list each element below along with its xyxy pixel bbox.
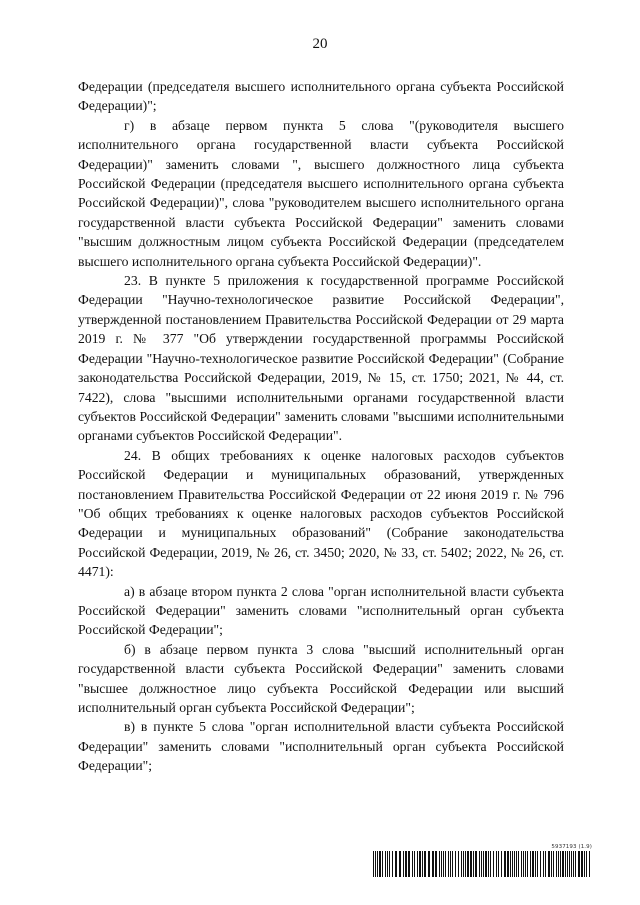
paragraph-item-b: б) в абзаце первом пункта 3 слова "высший исполнительный орган государственной власти субъекта Российской Федерации" заменить словами "высшее должностное лицо субъекта Российской Федерации или высший исполнительный орган субъекта Российской Федерации"; bbox=[78, 641, 564, 715]
paragraph-24: 24. В общих требованиях к оценке налоговых расходов субъектов Российской Федерации и муниципальных образований, утвержденных постановлением Правительства Российской Федерации от 22 июня 2019 г. № 796 "Об общих требованиях к оценке налоговых расходов субъектов Российской Федерации и муниципальных образований" (Собрание законодательства Российской Федерации, 2019, № 26, ст. 3450; 2020, № 33, ст. 5402; 2022, № 26, ст. 4471): bbox=[78, 447, 564, 580]
paragraph-item-v: в) в пункте 5 слова "орган исполнительной власти субъекта Российской Федерации" заменить словами "исполнительный орган субъекта Российской Федерации"; bbox=[78, 719, 564, 774]
barcode-label: 5937193 (1.9) bbox=[551, 844, 592, 850]
paragraph-continuation: Федерации (председателя высшего исполнительного органа субъекта Российской Федерации)"; bbox=[78, 79, 564, 114]
document-barcode bbox=[372, 843, 594, 877]
barcode-icon bbox=[372, 851, 594, 877]
document-body bbox=[78, 77, 564, 776]
page-number: 20 bbox=[312, 36, 328, 52]
paragraph-item-g: г) в абзаце первом пункта 5 слова "(руководителя высшего исполнительного органа государственной власти субъекта Российской Федерации)" заменить словами ", высшего должностного лица субъекта Российской Федерации (председателя высшего исполнительного органа субъекта Российской Федерации)", слова "руководителем высшего исполнительного органа государственной власти субъекта Российской Федерации" заменить словами "высшим должностным лицом субъекта Российской Федерации (председателем высшего исполнительного органа субъекта Российской Федерации)". bbox=[78, 117, 564, 269]
paragraph-item-a: а) в абзаце втором пункта 2 слова "орган исполнительной власти субъекта Российской Федерации" заменить словами "исполнительный орган субъекта Российской Федерации"; bbox=[78, 583, 564, 638]
paragraph-23: 23. В пункте 5 приложения к государственной программе Российской Федерации "Научно-технологическое развитие Российской Федерации", утвержденной постановлением Правительства Российской Федерации от 29 марта 2019 г. № 377 "Об утверждении государственной программы Российской Федерации "Научно-технологическое развитие Российской Федерации" (Собрание законодательства Российской Федерации, 2019, № 15, ст. 1750; 2021, № 44, ст. 7422), слова "высшими исполнительными органами государственной власти субъектов Российской Федерации" заменить словами "высшими исполнительными органами субъектов Российской Федерации". bbox=[78, 273, 564, 444]
